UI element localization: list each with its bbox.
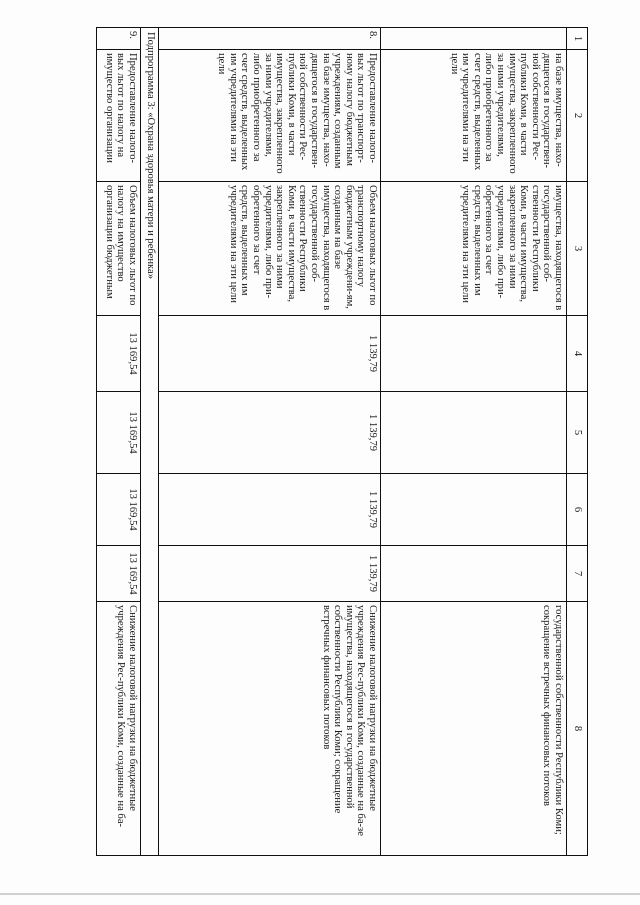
tax-benefits-table xyxy=(96,27,588,856)
value-cell-col4: 13 169,54 xyxy=(97,316,141,392)
table-row-8 xyxy=(159,28,381,856)
subprogram-title: Подпрограмма 3: «Охрана здоровья матери и ребенка» xyxy=(141,28,159,856)
value-cell-col5: 13 169,54 xyxy=(97,392,141,474)
value-cell-col7: 13 169,54 xyxy=(97,546,141,602)
value-cell-col6: 1 139,79 xyxy=(159,474,381,546)
value-cell-col6: 13 169,54 xyxy=(97,474,141,546)
value-cell-col7 xyxy=(381,546,567,602)
value-cell-col4 xyxy=(381,316,567,392)
value-cell-col6 xyxy=(381,474,567,546)
value-cell-col7: 1 139,79 xyxy=(159,546,381,602)
expected-result-cell: Снижение налоговой нагрузки на бюджетные учреждения Рес-публики Коми, созданные на ба- xyxy=(97,602,141,856)
header-cell-8: 8 xyxy=(567,602,588,856)
expected-result-cell: государственной собственности Республики Коми; сокращение встречных финансовых потоков xyxy=(381,602,567,856)
expected-result-cell: Снижение налоговой нагрузки на бюджетные учреждения Рес-публики Коми, созданные на ба-зе имущества, находящегося в государственной собственности Республики Коми; сокращение встречных финансовых потоков xyxy=(159,602,381,856)
header-cell-3: 3 xyxy=(567,182,588,316)
row-number xyxy=(381,28,567,50)
table-row-9 xyxy=(97,28,141,856)
indicator-cell: Объем налоговых льгот по транспортному налогу бюджетным учреждени-ям, созданным на базе имущества, находящегося в государственной соб-ственности Республики Коми, в части имущества, закрепленного за ними учредителями, либо при-обретенного за счет средств, выделенных им учредителями на эти цели xyxy=(159,182,381,316)
value-cell-col5 xyxy=(381,392,567,474)
row-number: 8. xyxy=(159,28,381,50)
header-cell-5: 5 xyxy=(567,392,588,474)
indicator-cell: Объем налоговых льгот по налогу на имущество организации бюджетным xyxy=(97,182,141,316)
measure-name-cell: на базе имущества, нахо-дящегося в государствен-ной собственности Рес-публики Коми, в части имущества, закрепленного за ними учредителями, либо приобретенного за счет средств, выделенных им учредителями на эти цели xyxy=(381,50,567,182)
value-cell-col5: 1 139,79 xyxy=(159,392,381,474)
rotated-table-container xyxy=(100,27,588,855)
subprogram-row xyxy=(141,28,159,856)
indicator-cell: имущества, находящегося в государственной соб-ственности Республики Коми, в части имущества, закрепленного за ними учредителями, либо при-обретенного за счет средств, выделенных им учредителями на эти цели xyxy=(381,182,567,316)
header-cell-7: 7 xyxy=(567,546,588,602)
header-cell-4: 4 xyxy=(567,316,588,392)
header-row xyxy=(567,28,588,856)
header-cell-2: 2 xyxy=(567,50,588,182)
scan-edge-line xyxy=(0,893,640,895)
measure-name-cell: Предоставление налого-вых льгот по транспорт-ному налогу бюджетным учреждениям, созданным на базе имущества, нахо-дящегося в государствен-ной собственности Рес-публики Коми, в части имущества, закрепленного за ними учредителями, либо приобретенного за счет средств, выделенных им учредителями на эти цели xyxy=(159,50,381,182)
value-cell-col4: 1 139,79 xyxy=(159,316,381,392)
header-cell-6: 6 xyxy=(567,474,588,546)
measure-name-cell: Предоставление налого-вых льгот по налогу на имущество организации xyxy=(97,50,141,182)
header-cell-1: 1 xyxy=(567,28,588,50)
table-row-continued xyxy=(381,28,567,856)
row-number: 9. xyxy=(97,28,141,50)
